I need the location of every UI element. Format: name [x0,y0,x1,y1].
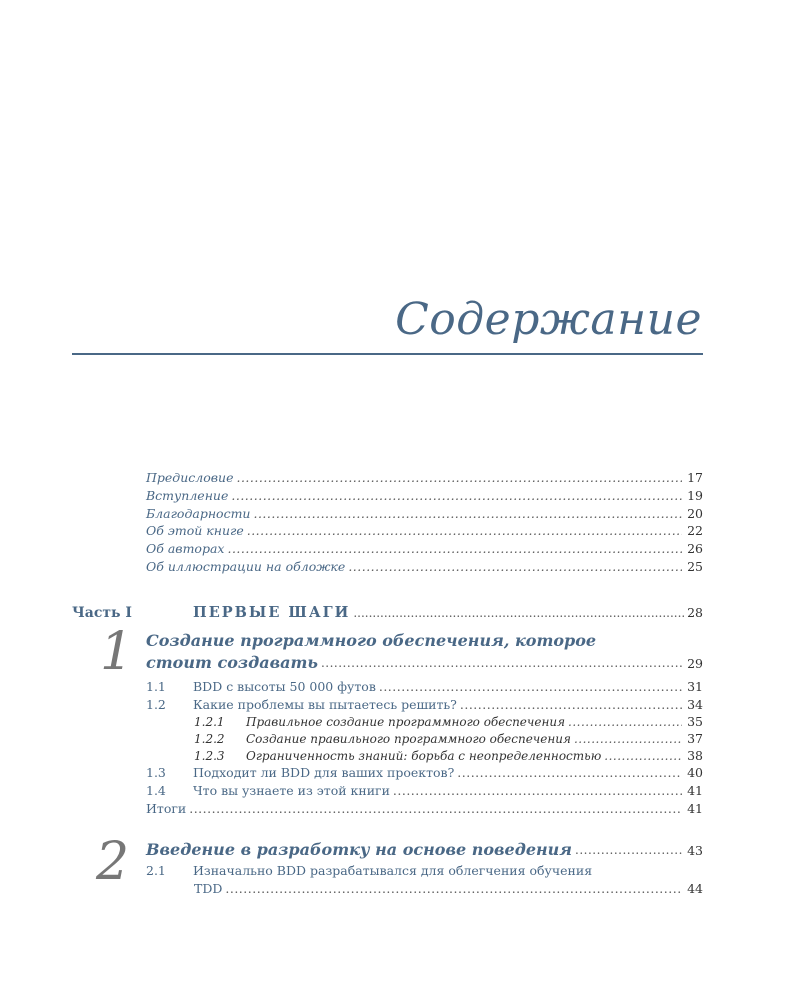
subsection-label: Создание правильного программного обеспечения [246,732,571,746]
leader-dots [457,765,682,780]
leader-dots [604,749,682,763]
leader-dots [574,732,682,746]
leader-dots [353,606,684,620]
section-label-continued: TDD [194,881,223,896]
leader-dots [575,843,682,859]
toc-summary[interactable] [146,801,703,816]
toc-section-1-2[interactable] [146,697,703,712]
toc-entry-label: Благодарности [146,506,251,521]
subsection-page: 35 [687,714,703,729]
section-page: 31 [687,679,703,694]
toc-entry-page: 22 [687,523,703,538]
section-label: Подходит ли BDD для ваших проектов? [193,765,455,780]
toc-section-1-4[interactable] [146,783,703,798]
subsection-number: 1.2.2 [194,732,225,746]
subsection-label: Ограниченность знаний: борьба с неопределенностью [246,749,602,763]
chapter-1-title-line1[interactable]: Создание программного обеспечения, которое [146,631,597,650]
subsection-label: Правильное создание программного обеспечения [246,715,566,729]
toc-entry-label: Вступление [146,488,229,503]
leader-dots [393,783,682,798]
toc-entry-page: 25 [687,559,703,574]
summary-page: 41 [687,801,703,816]
leader-dots [247,523,682,538]
chapter-number: 2 [96,832,130,892]
section-number: 2.1 [146,863,166,878]
page-title: Содержание [395,294,702,345]
toc-entry-cover-illustration[interactable] [146,559,703,574]
subsection-page: 38 [687,748,703,763]
section-page: 40 [687,765,703,780]
section-number: 1.1 [146,679,166,694]
part-name: ПЕРВЫЕ ШАГИ [193,604,351,621]
chapter-2-title-row[interactable] [146,840,703,859]
section-page: 34 [687,697,703,712]
chapter-1-page: 29 [687,656,703,671]
leader-dots [379,679,682,694]
toc-entry-preface[interactable] [146,470,703,485]
leader-dots [253,506,682,521]
section-number: 1.3 [146,765,166,780]
leader-dots [236,470,682,485]
part-label: Часть I [72,605,132,621]
toc-entry-about-book[interactable] [146,523,703,538]
toc-entry-page: 17 [687,470,703,485]
toc-entry-page: 26 [687,541,703,556]
leader-dots [189,801,682,816]
toc-entry-about-authors[interactable] [146,541,703,556]
toc-entry-label: Об иллюстрации на обложке [146,559,346,574]
chapter-1-title-line2: стоит создавать [146,653,318,672]
leader-dots [568,715,682,729]
leader-dots [321,656,682,672]
leader-dots [225,881,682,896]
chapter-2-title: Введение в разработку на основе поведения [146,840,573,859]
leader-dots [227,541,682,556]
toc-subsection-1-2-1[interactable] [194,714,703,729]
toc-section-1-1[interactable] [146,679,703,694]
toc-part-1[interactable] [72,604,703,621]
leader-dots [460,697,682,712]
section-page: 44 [687,881,703,896]
toc-entry-label: Об этой книге [146,523,244,538]
toc-entry-introduction[interactable] [146,488,703,503]
part-page: 28 [687,605,703,620]
toc-entry-label: Предисловие [146,470,234,485]
section-label: Какие проблемы вы пытаетесь решить? [193,697,457,712]
toc-section-2-1-line2[interactable] [194,881,703,896]
section-number: 1.4 [146,783,166,798]
toc-subsection-1-2-2[interactable] [194,731,703,746]
leader-dots [231,488,682,503]
toc-entry-label: Об авторах [146,541,225,556]
subsection-page: 37 [687,731,703,746]
section-page: 41 [687,783,703,798]
subsection-number: 1.2.1 [194,715,225,729]
toc-subsection-1-2-3[interactable] [194,748,703,763]
toc-entry-page: 19 [687,488,703,503]
chapter-1-title-row[interactable] [146,653,703,672]
toc-entry-acknowledgements[interactable] [146,506,703,521]
section-number: 1.2 [146,697,166,712]
title-rule [72,353,703,355]
chapter-2-page: 43 [687,843,703,858]
summary-label: Итоги [146,801,187,816]
toc-section-1-3[interactable] [146,765,703,780]
subsection-number: 1.2.3 [194,749,225,763]
toc-section-2-1-line1[interactable] [146,863,592,878]
section-label: Что вы узнаете из этой книги [193,783,390,798]
section-label: BDD с высоты 50 000 футов [193,679,376,694]
toc-entry-page: 20 [687,506,703,521]
chapter-number: 1 [100,622,134,682]
section-label: Изначально BDD разрабатывался для облегчения обучения [193,863,593,878]
leader-dots [348,559,682,574]
